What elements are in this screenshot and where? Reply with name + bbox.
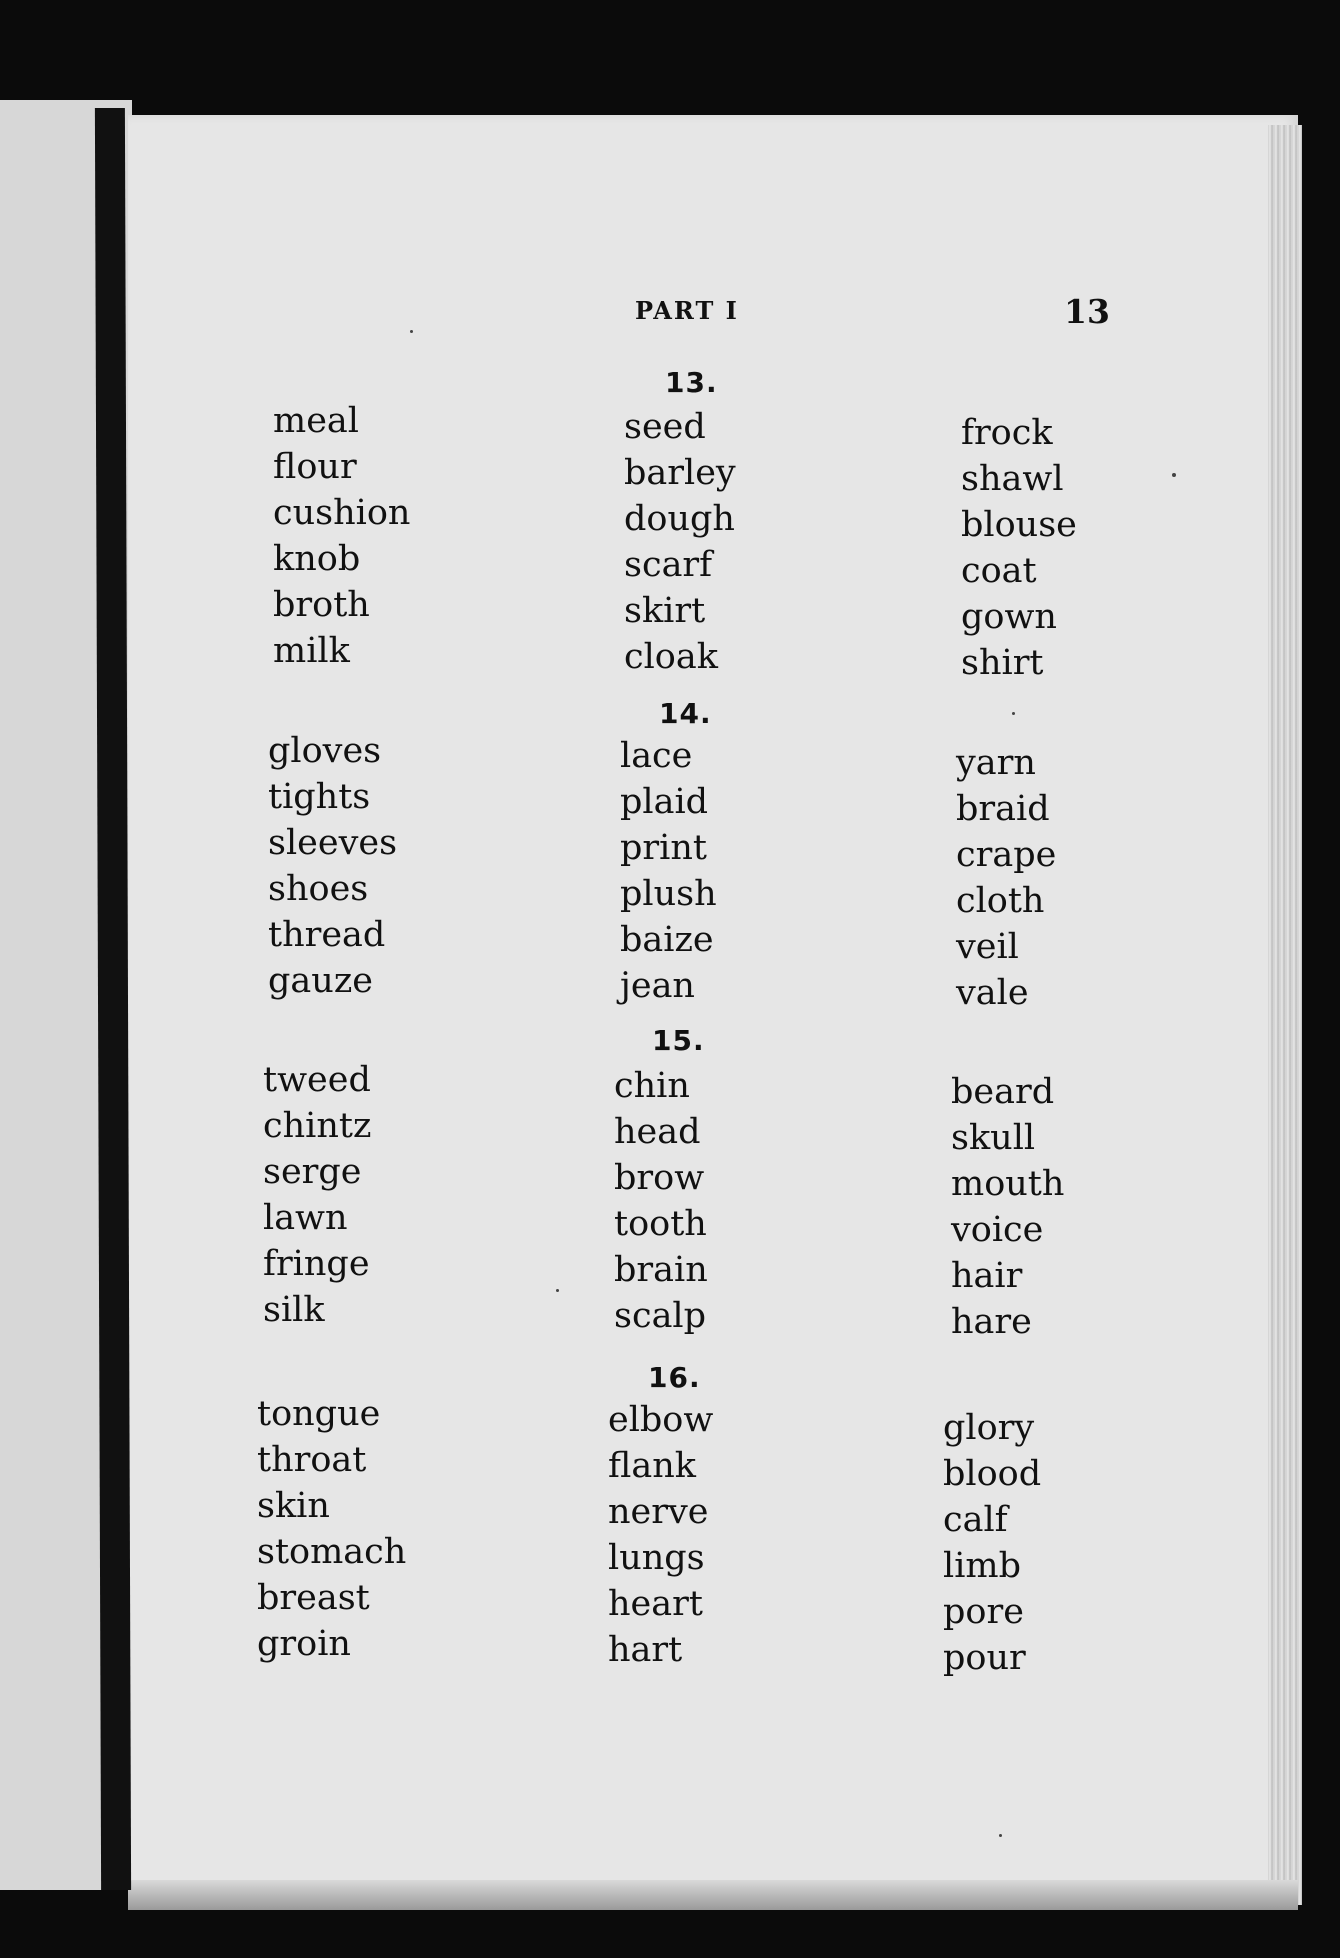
word-item: milk — [273, 631, 350, 671]
lesson-16-column-1 — [257, 1391, 406, 1667]
word-item: cushion — [273, 493, 411, 533]
scan-speck — [1172, 473, 1176, 477]
scan-speck — [999, 1834, 1002, 1837]
word-item: frock — [961, 413, 1053, 453]
lesson-number-14: 14. — [659, 697, 712, 730]
word-item: skin — [257, 1486, 330, 1526]
word-item: plush — [620, 874, 717, 914]
word-item: head — [614, 1112, 701, 1152]
word-item: limb — [943, 1546, 1021, 1586]
word-item: throat — [257, 1440, 367, 1480]
word-item: hair — [951, 1256, 1023, 1296]
word-item: lungs — [608, 1538, 705, 1578]
word-item: heart — [608, 1584, 703, 1624]
word-item: shirt — [961, 643, 1044, 683]
word-item: hart — [608, 1630, 683, 1670]
word-item: blood — [943, 1454, 1042, 1494]
lesson-14-column-2 — [620, 733, 717, 1009]
word-item: print — [620, 828, 707, 868]
word-item: lace — [620, 736, 693, 776]
word-item: fringe — [263, 1244, 370, 1284]
word-item: scalp — [614, 1296, 707, 1336]
word-item: gown — [961, 597, 1057, 637]
word-item: dough — [624, 499, 735, 539]
word-item: glory — [943, 1408, 1035, 1448]
word-item: groin — [257, 1624, 351, 1664]
word-item: coat — [961, 551, 1037, 591]
word-item: vale — [956, 973, 1029, 1013]
word-item: beard — [951, 1072, 1055, 1112]
word-item: serge — [263, 1152, 362, 1192]
word-item: tooth — [614, 1204, 707, 1244]
word-item: shawl — [961, 459, 1064, 499]
word-item: mouth — [951, 1164, 1065, 1204]
word-item: tongue — [257, 1394, 381, 1434]
scan-speck — [556, 1289, 559, 1292]
running-title: PART I — [635, 296, 739, 325]
lesson-16-column-3 — [943, 1405, 1041, 1681]
word-item: scarf — [624, 545, 713, 585]
word-item: elbow — [608, 1400, 714, 1440]
page-number: 13 — [1064, 292, 1110, 331]
word-item: gauze — [268, 961, 373, 1001]
lesson-13-column-3 — [961, 410, 1077, 686]
word-item: skull — [951, 1118, 1036, 1158]
word-item: shoes — [268, 869, 369, 909]
page-stack-edge — [1268, 125, 1302, 1905]
word-item: seed — [624, 407, 706, 447]
word-item: yarn — [956, 743, 1036, 783]
word-item: pore — [943, 1592, 1024, 1632]
word-item: breast — [257, 1578, 370, 1618]
word-item: stomach — [257, 1532, 407, 1572]
word-item: veil — [956, 927, 1019, 967]
lesson-number-13: 13. — [665, 366, 718, 399]
word-item: chintz — [263, 1106, 372, 1146]
lesson-number-15: 15. — [652, 1024, 705, 1057]
word-item: baize — [620, 920, 714, 960]
word-item: thread — [268, 915, 386, 955]
word-item: barley — [624, 453, 736, 493]
word-item: skirt — [624, 591, 706, 631]
word-item: sleeves — [268, 823, 398, 863]
lesson-number-16: 16. — [648, 1361, 701, 1394]
lesson-14-column-1 — [268, 728, 397, 1004]
word-item: pour — [943, 1638, 1026, 1678]
lesson-13-column-1 — [273, 398, 410, 674]
word-item: voice — [951, 1210, 1044, 1250]
word-item: brow — [614, 1158, 705, 1198]
page-bottom-edge — [128, 1880, 1298, 1910]
word-item: knob — [273, 539, 361, 579]
word-item: cloth — [956, 881, 1045, 921]
lesson-15-column-3 — [951, 1069, 1064, 1345]
word-item: jean — [620, 966, 695, 1006]
word-item: blouse — [961, 505, 1077, 545]
lesson-14-column-3 — [956, 740, 1056, 1016]
lesson-16-column-2 — [608, 1397, 713, 1673]
word-item: cloak — [624, 637, 718, 677]
lesson-13-column-2 — [624, 404, 736, 680]
word-item: crape — [956, 835, 1057, 875]
word-item: silk — [263, 1290, 325, 1330]
word-item: plaid — [620, 782, 709, 822]
word-item: tweed — [263, 1060, 371, 1100]
word-item: broth — [273, 585, 370, 625]
word-item: meal — [273, 401, 359, 441]
word-item: calf — [943, 1500, 1008, 1540]
word-item: tights — [268, 777, 371, 817]
word-item: gloves — [268, 731, 382, 771]
word-item: chin — [614, 1066, 690, 1106]
scan-speck — [410, 330, 413, 333]
book-spine — [95, 108, 131, 1890]
word-item: hare — [951, 1302, 1032, 1342]
lesson-15-column-1 — [263, 1057, 371, 1333]
word-item: braid — [956, 789, 1050, 829]
word-item: lawn — [263, 1198, 348, 1238]
word-item: brain — [614, 1250, 708, 1290]
word-item: flour — [273, 447, 357, 487]
word-item: nerve — [608, 1492, 709, 1532]
page-header — [0, 292, 1340, 336]
word-item: flank — [608, 1446, 696, 1486]
lesson-15-column-2 — [614, 1063, 708, 1339]
scan-speck — [1012, 712, 1015, 715]
